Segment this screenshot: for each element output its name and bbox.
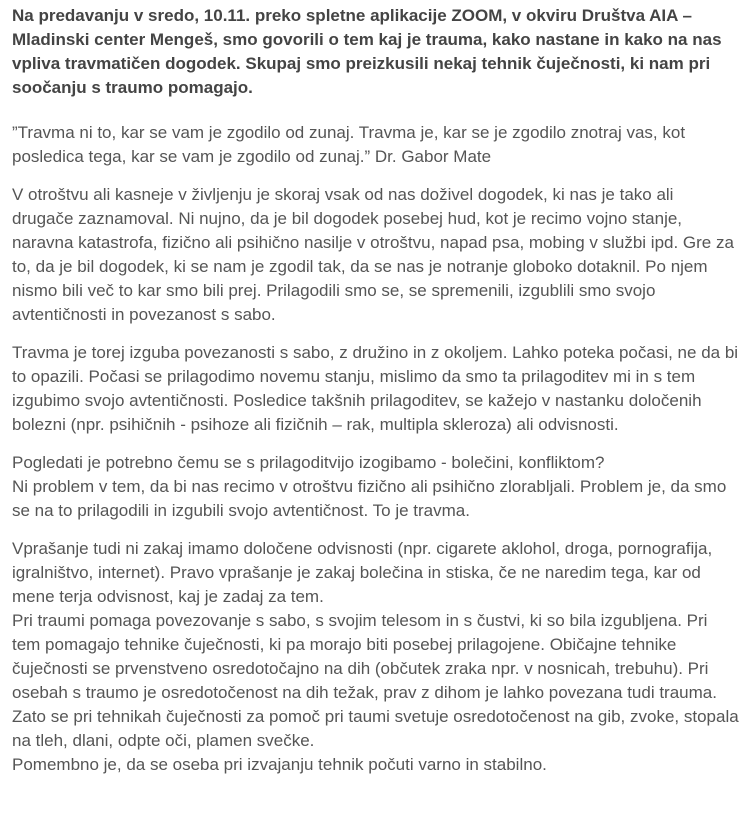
paragraph-4-line-3: Pomembno je, da se oseba pri izvajanju tehnik počuti varno in stabilno. (12, 755, 547, 774)
paragraph-3-line-2: Ni problem v tem, da bi nas recimo v otroštvu fizično ali psihično zlorabljali. Problem je, da smo se na to prilagodili in izgubili svojo avtentičnost. To je travma. (12, 477, 727, 520)
article-body (12, 4, 739, 777)
paragraph-4-line-2: Pri traumi pomaga povezovanje s sabo, s svojim telesom in s čustvi, ki so bila izgubljena. Pri tem pomagajo tehnike čuječnosti, ki pa morajo biti posebej prilagojene. Običajne tehnike čuječnosti se prvenstveno osredotočajno na dih (občutek zraka npr. v nosnicah, trebuhu). Pri osebah s traumo je osredotočenost na dih težak, prav z dihom je lahko povezana tudi trauma. Zato se pri tehnikah čuječnosti za pomoč pri taumi svetuje osredotočenost na gib, zvoke, stopala na tleh, dlani, odpte oči, plamen svečke. (12, 611, 739, 750)
paragraph-4-line-1: Vprašanje tudi ni zakaj imamo določene odvisnosti (npr. cigarete aklohol, droga, pornografija, igralništvo, internet). Pravo vprašanje je zakaj bolečina in stiska, če ne naredim tega, kar od mene terja odvisnost, kaj je zadaj za tem. (12, 539, 713, 606)
article-lead: Na predavanju v sredo, 10.11. preko spletne aplikacije ZOOM, v okviru Društva AIA – Mladinski center Mengeš, smo govorili o tem kaj je trauma, kako nastane in kako na nas vpliva travmatičen dogodek. Skupaj smo preizkusili nekaj tehnik čuječnosti, ki nam pri soočanju s traumo pomagajo. (12, 6, 722, 97)
article-quote: ”Travma ni to, kar se vam je zgodilo od zunaj. Travma je, kar se je zgodilo znotraj vas, kot posledica tega, kar se vam je zgodilo od zunaj.” Dr. Gabor Mate (12, 123, 686, 166)
paragraph-3-line-1: Pogledati je potrebno čemu se s prilagoditvijo izogibamo - bolečini, konfliktom? (12, 453, 605, 472)
article-paragraph-1: V otroštvu ali kasneje v življenju je skoraj vsak od nas doživel dogodek, ki nas je tako ali drugače zaznamoval. Ni nujno, da je bil dogodek posebej hud, kot je recimo vojno stanje, naravna katastrofa, fizično ali psihično nasilje v otroštvu, napad psa, mobing v službi ipd. Gre za to, da je bil dogodek, ki se nam je zgodil tak, da se nas je notranje globoko dotaknil. Po njem nismo bili več to kar smo bili prej. Prilagodili smo se, se spremenili, izgublili smo svojo avtentičnosti in povezanost s sabo. (12, 185, 734, 324)
article-paragraph-4 (12, 537, 739, 777)
article-paragraph-2: Travma je torej izguba povezanosti s sabo, z družino in z okoljem. Lahko poteka počasi, ne da bi to opazili. Počasi se prilagodimo novemu stanju, mislimo da smo ta prilagoditev mi in s tem izgubimo svojo avtentičnosti. Posledice takšnih prilagoditev, se kažejo v nastanku določenih bolezni (npr. psihičnih - psihoze ali fizičnih – rak, multipla skleroza) ali odvisnosti. (12, 343, 739, 434)
article-paragraph-3 (12, 451, 739, 523)
